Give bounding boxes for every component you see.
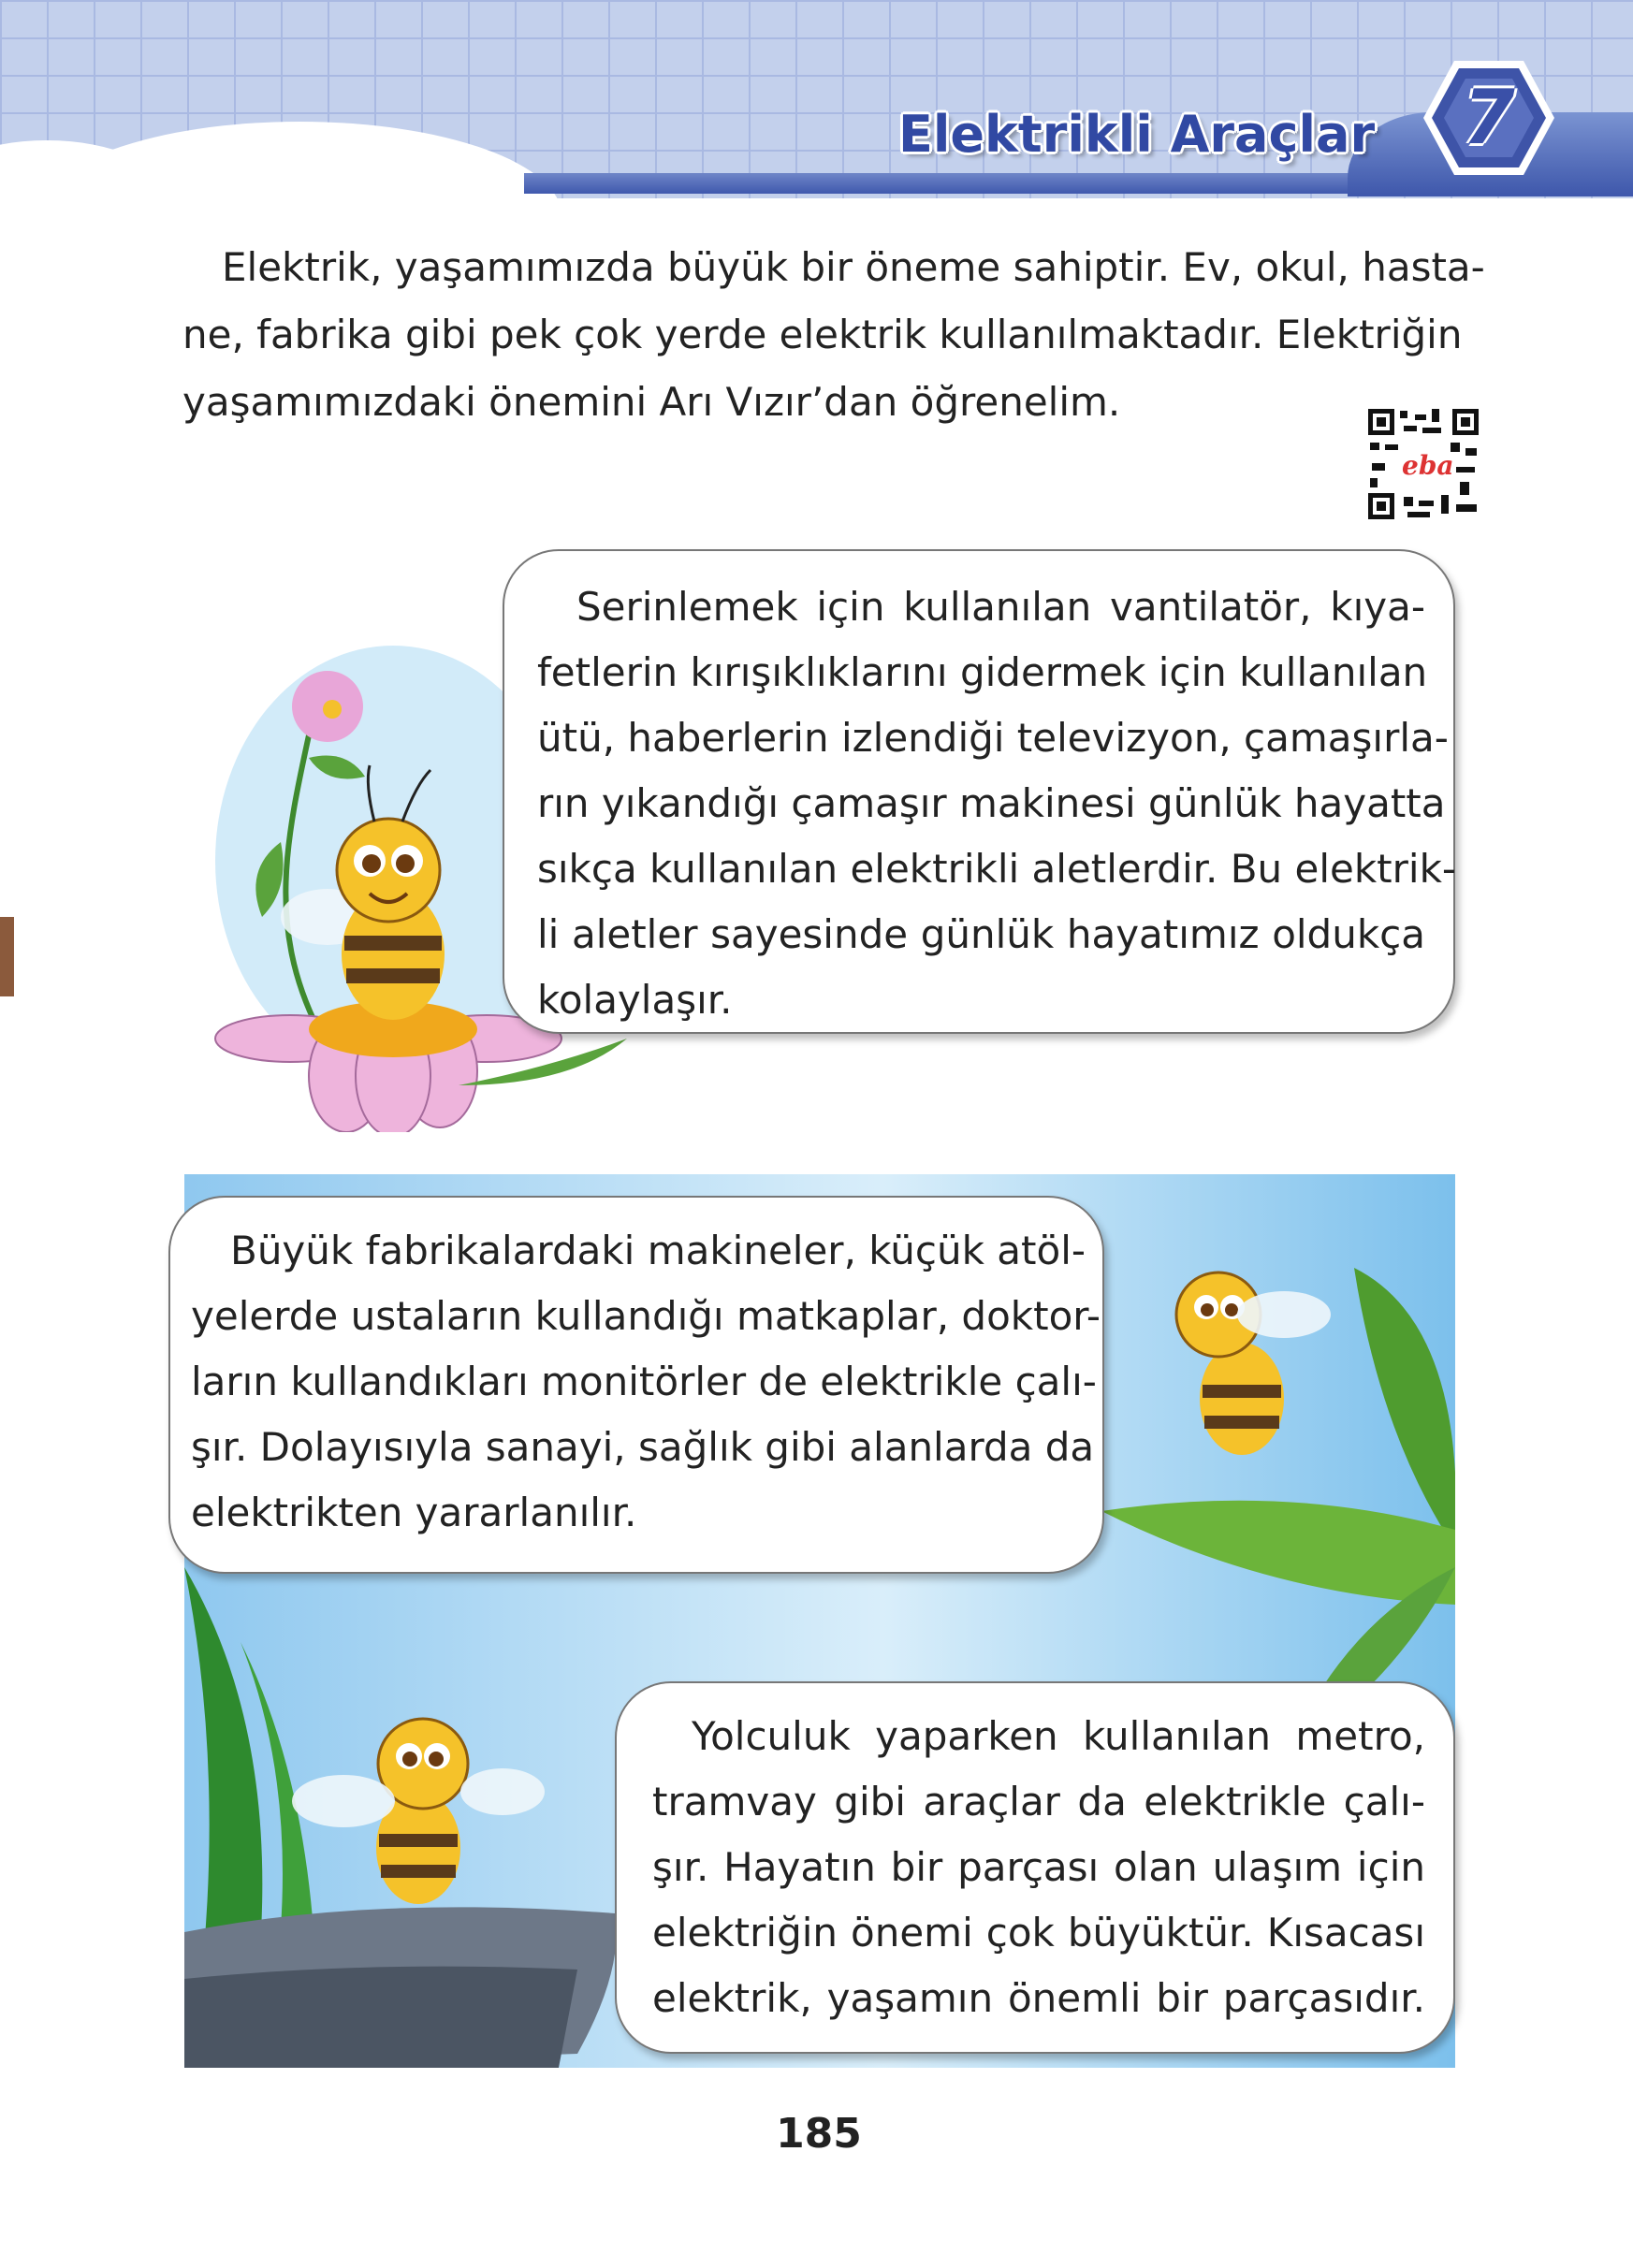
speech-bubble-home-appliances <box>503 549 1455 1034</box>
bubble-line: sıkça kullanılan elektrikli aletlerdir. Bu elektrik- <box>537 846 1457 892</box>
unit-number-badge <box>1421 58 1557 178</box>
eba-logo: eba <box>1402 450 1454 481</box>
bubble-line: Büyük fabrikalardaki makineler, küçük atöl- <box>230 1228 1086 1273</box>
speech-bubble-industry <box>168 1196 1104 1574</box>
bubble-line: tramvay gibi araçlar da elektrikle çalı- <box>652 1779 1425 1825</box>
bubble-line: ütü, haberlerin izlendiği televizyon, çamaşırla- <box>537 715 1449 761</box>
intro-line: yaşamımızdaki önemini Arı Vızır’dan öğrenelim. <box>182 379 1121 425</box>
bubble-line: li aletler sayesinde günlük hayatımız oldukça <box>537 911 1425 957</box>
page-number: 185 <box>776 2110 862 2158</box>
speech-bubble-transport <box>615 1681 1455 2054</box>
bubble-line: elektrikten yararlanılır. <box>191 1490 637 1535</box>
bubble-line: Yolculuk yaparken kullanılan metro, <box>692 1713 1425 1759</box>
bubble-line: şır. Hayatın bir parçası olan ulaşım için <box>652 1844 1425 1890</box>
intro-line: ne, fabrika gibi pek çok yerde elektrik kullanılmaktadır. Elektriğin <box>182 312 1463 357</box>
bubble-line: şır. Dolayısıyla sanayi, sağlık gibi alanlarda da <box>191 1424 1095 1470</box>
bubble-line: yelerde ustaların kullandığı matkaplar, doktor- <box>191 1293 1101 1339</box>
chapter-title: Elektrikli Araçlar <box>898 105 1376 164</box>
bubble-line: kolaylaşır. <box>537 977 733 1023</box>
bubble-line: Serinlemek için kullanılan vantilatör, kıya- <box>576 584 1425 630</box>
intro-paragraph <box>182 234 1485 436</box>
bubble-line: elektrik, yaşamın önemli bir parçasıdır. <box>652 1975 1425 2021</box>
unit-number: 7 <box>1463 74 1515 161</box>
bubble-line: rın yıkandığı çamaşır makinesi günlük hayatta <box>537 780 1446 826</box>
intro-line: Elektrik, yaşamımızda büyük bir öneme sahiptir. Ev, okul, hasta- <box>222 244 1485 290</box>
page-edge-tab <box>0 917 14 996</box>
qr-code[interactable] <box>1366 407 1480 521</box>
bubble-line: elektriğin önemi çok büyüktür. Kısacası <box>652 1910 1425 1955</box>
bubble-line: ların kullandıkları monitörler de elektrikle çalı- <box>191 1359 1097 1404</box>
bubble-line: fetlerin kırışıklıklarını gidermek için kullanılan <box>537 649 1428 695</box>
